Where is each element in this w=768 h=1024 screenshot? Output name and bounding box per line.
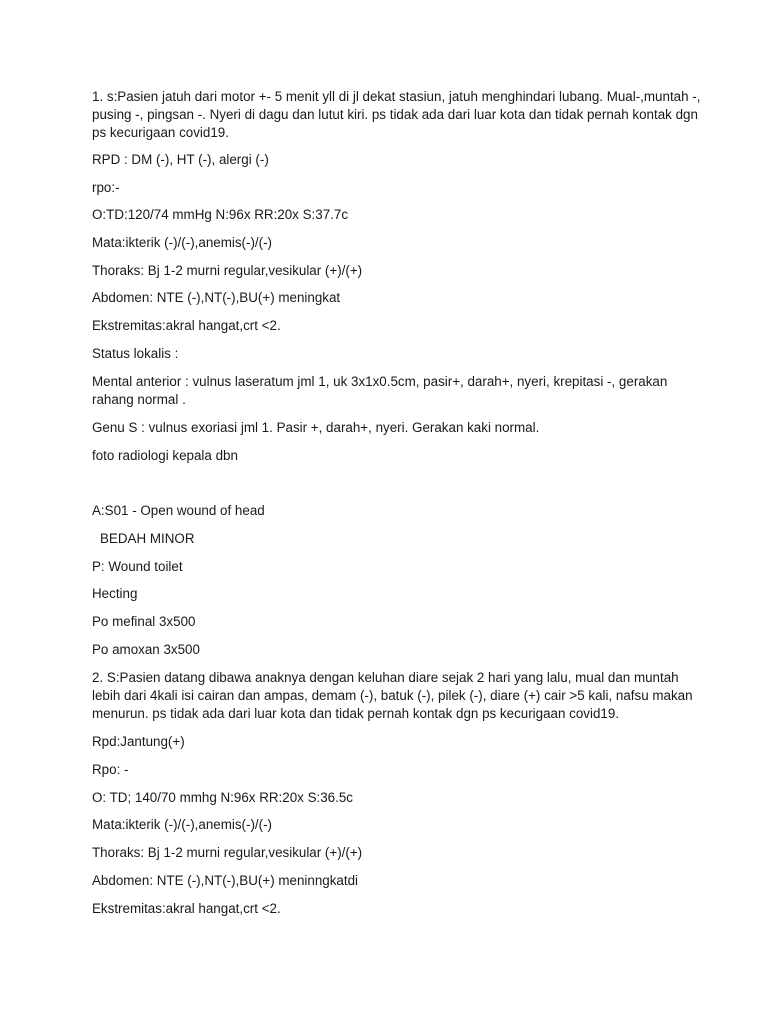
note2-subjective-line: menurun. ps tidak ada dari luar kota dan tidak pernah kontak dgn ps kecurigaan covid19. xyxy=(92,706,620,721)
note1-mental-anterior xyxy=(92,373,682,409)
note1-subjective-line: ps kecurigaan covid19. xyxy=(92,125,229,140)
note1-plan-item: Po mefinal 3x500 xyxy=(92,614,196,629)
note1-foto-radiologi: foto radiologi kepala dbn xyxy=(92,448,238,463)
note1-assessment: A:S01 - Open wound of head xyxy=(92,503,265,518)
note1-rpo: rpo:- xyxy=(92,180,120,195)
note1-plan: P: Wound toilet xyxy=(92,559,183,574)
note1-ekstremitas: Ekstremitas:akral hangat,crt <2. xyxy=(92,318,281,333)
note1-rpd: RPD : DM (-), HT (-), alergi (-) xyxy=(92,152,269,167)
note2-subjective-line: lebih dari 4kali isi cairan dan ampas, demam (-), batuk (-), pilek (-), diare (+) cair >5 kali, nafsu makan xyxy=(92,688,693,703)
note1-mental-line: rahang normal . xyxy=(92,392,186,407)
note1-subjective-line: 1. s:Pasien jatuh dari motor +- 5 menit yll di jl dekat stasiun, jatuh menghindari lubang. Mual-,muntah -, xyxy=(92,89,701,104)
note1-mental-line: Mental anterior : vulnus laseratum jml 1, uk 3x1x0.5cm, pasir+, darah+, nyeri, krepitasi -, gerakan xyxy=(92,374,668,389)
note2-thoraks: Thoraks: Bj 1-2 murni regular,vesikular (+)/(+) xyxy=(92,845,363,860)
note2-subjective xyxy=(92,669,693,723)
note1-plan-item: Hecting xyxy=(92,586,138,601)
note1-category: BEDAH MINOR xyxy=(100,531,195,546)
note1-mata: Mata:ikterik (-)/(-),anemis(-)/(-) xyxy=(92,235,273,250)
note1-status-lokalis: Status lokalis : xyxy=(92,346,179,361)
note2-objective: O: TD; 140/70 mmhg N:96x RR:20x S:36.5c xyxy=(92,790,353,805)
note2-ekstremitas: Ekstremitas:akral hangat,crt <2. xyxy=(92,901,281,916)
note2-mata: Mata:ikterik (-)/(-),anemis(-)/(-) xyxy=(92,817,273,832)
note1-objective: O:TD:120/74 mmHg N:96x RR:20x S:37.7c xyxy=(92,207,349,222)
note2-rpd: Rpd:Jantung(+) xyxy=(92,734,185,749)
note1-genu: Genu S : vulnus exoriasi jml 1. Pasir +, darah+, nyeri. Gerakan kaki normal. xyxy=(92,420,540,435)
note1-thoraks: Thoraks: Bj 1-2 murni regular,vesikular (+)/(+) xyxy=(92,263,363,278)
note1-subjective-line: pusing -, pingsan -. Nyeri di dagu dan lutut kiri. ps tidak ada dari luar kota dan tidak pernah kontak dgn xyxy=(92,107,698,122)
note1-subjective xyxy=(92,88,701,142)
note2-abdomen: Abdomen: NTE (-),NT(-),BU(+) meninngkatdi xyxy=(92,873,359,888)
note2-subjective-line: 2. S:Pasien datang dibawa anaknya dengan keluhan diare sejak 2 hari yang lalu, mual dan muntah xyxy=(92,670,679,685)
note1-plan-item: Po amoxan 3x500 xyxy=(92,642,200,657)
note1-abdomen: Abdomen: NTE (-),NT(-),BU(+) meningkat xyxy=(92,290,341,305)
note2-rpo: Rpo: - xyxy=(92,762,129,777)
